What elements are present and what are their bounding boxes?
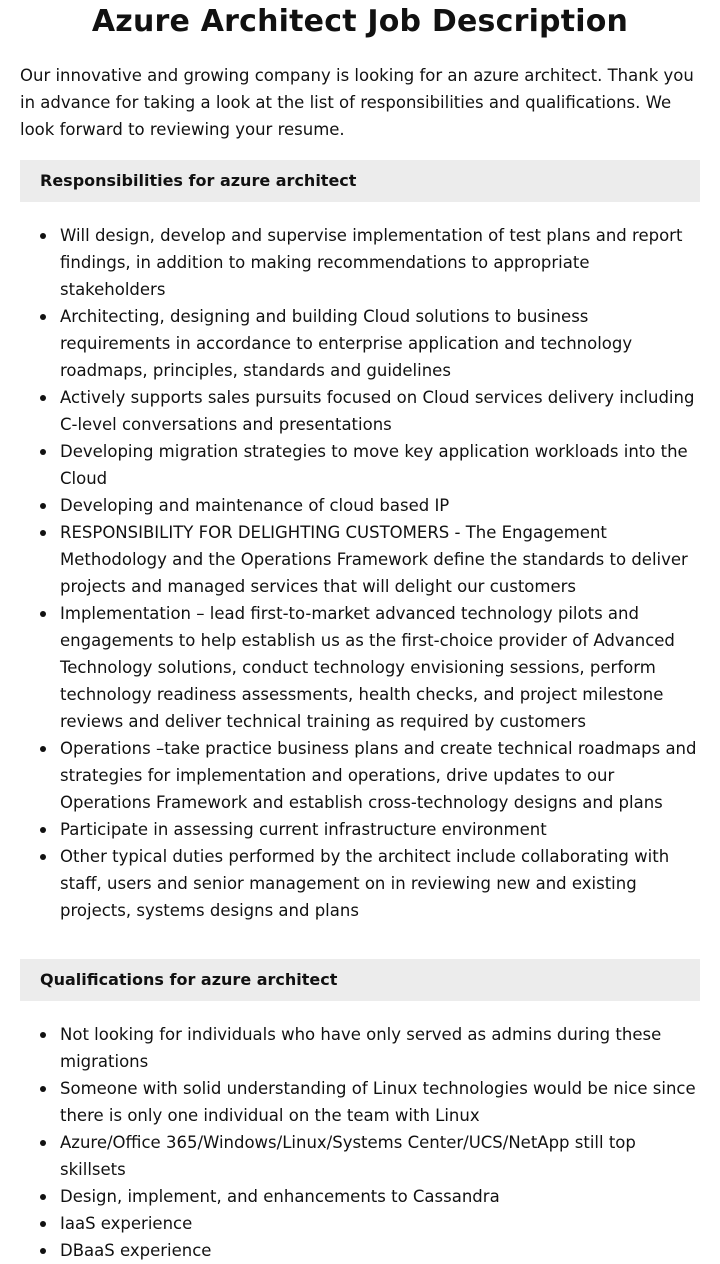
list-item-text: Design, implement, and enhancements to Cassandra [60,1187,500,1206]
section-spacer [20,924,700,942]
bullet-icon [40,854,46,860]
list-item-text: RESPONSIBILITY FOR DELIGHTING CUSTOMERS - The Engagement Methodology and the Operations Framework define the standards to deliver projects and managed services that will delight our customers [60,523,688,596]
list-item-text: Operations –take practice business plans and create technical roadmaps and strategies for implementation and operations, drive updates to our Operations Framework and establish cross-technology designs and plans [60,739,697,812]
list-item-text: Not looking for individuals who have only served as admins during these migrations [60,1025,662,1071]
list-item-text: Actively supports sales pursuits focused on Cloud services delivery including C-level conversations and presentations [60,388,695,434]
list-item [20,1210,700,1237]
responsibilities-list [20,222,700,924]
bullet-icon [40,1032,46,1038]
list-item-text: IaaS experience [60,1214,193,1233]
list-item [20,1021,700,1075]
bullet-icon [40,1140,46,1146]
responsibilities-heading: Responsibilities for azure architect [20,160,700,202]
qualifications-heading: Qualifications for azure architect [20,959,700,1001]
bullet-icon [40,503,46,509]
list-item [20,735,700,816]
intro-paragraph: Our innovative and growing company is looking for an azure architect. Thank you in advance for taking a look at the list of responsibilities and qualifications. We look forward to reviewing your resume. [20,66,694,139]
list-item-text: Developing and maintenance of cloud based IP [60,496,450,515]
bullet-icon [40,1086,46,1092]
bullet-icon [40,611,46,617]
qualifications-list [20,1021,700,1264]
list-item-text: Someone with solid understanding of Linux technologies would be nice since there is only one individual on the team with Linux [60,1079,696,1125]
bullet-icon [40,827,46,833]
list-item-text: Will design, develop and supervise implementation of test plans and report findings, in addition to making recommendations to appropriate stakeholders [60,226,683,299]
list-item [20,1183,700,1210]
bullet-icon [40,530,46,536]
list-item-text: DBaaS experience [60,1241,212,1260]
list-item [20,816,700,843]
list-item [20,843,700,924]
list-item-text: Azure/Office 365/Windows/Linux/Systems Center/UCS/NetApp still top skillsets [60,1133,636,1179]
list-item [20,492,700,519]
bullet-icon [40,449,46,455]
list-item-text: Other typical duties performed by the architect include collaborating with staff, users and senior management on in reviewing new and existing projects, systems designs and plans [60,847,670,920]
bullet-icon [40,1194,46,1200]
list-item-text: Architecting, designing and building Cloud solutions to business requirements in accordance to enterprise application and technology roadmaps, principles, standards and guidelines [60,307,633,380]
list-item-text: Developing migration strategies to move key application workloads into the Cloud [60,442,688,488]
list-item [20,519,700,600]
bullet-icon [40,314,46,320]
list-item [20,1075,700,1129]
list-item [20,303,700,384]
list-item [20,384,700,438]
bullet-icon [40,395,46,401]
list-item-text: Implementation – lead first-to-market advanced technology pilots and engagements to help establish us as the first-choice provider of Advanced Technology solutions, conduct technology envisioning sessions, perform technology readiness assessments, health checks, and project milestone reviews and deliver technical training as required by customers [60,604,675,731]
bullet-icon [40,1248,46,1254]
list-item [20,222,700,303]
page-title: Azure Architect Job Description [91,4,629,39]
list-item [20,438,700,492]
list-item [20,600,700,735]
list-item [20,1237,700,1264]
bullet-icon [40,1221,46,1227]
list-item-text: Participate in assessing current infrastructure environment [60,820,547,839]
bullet-icon [40,746,46,752]
bullet-icon [40,233,46,239]
list-item [20,1129,700,1183]
